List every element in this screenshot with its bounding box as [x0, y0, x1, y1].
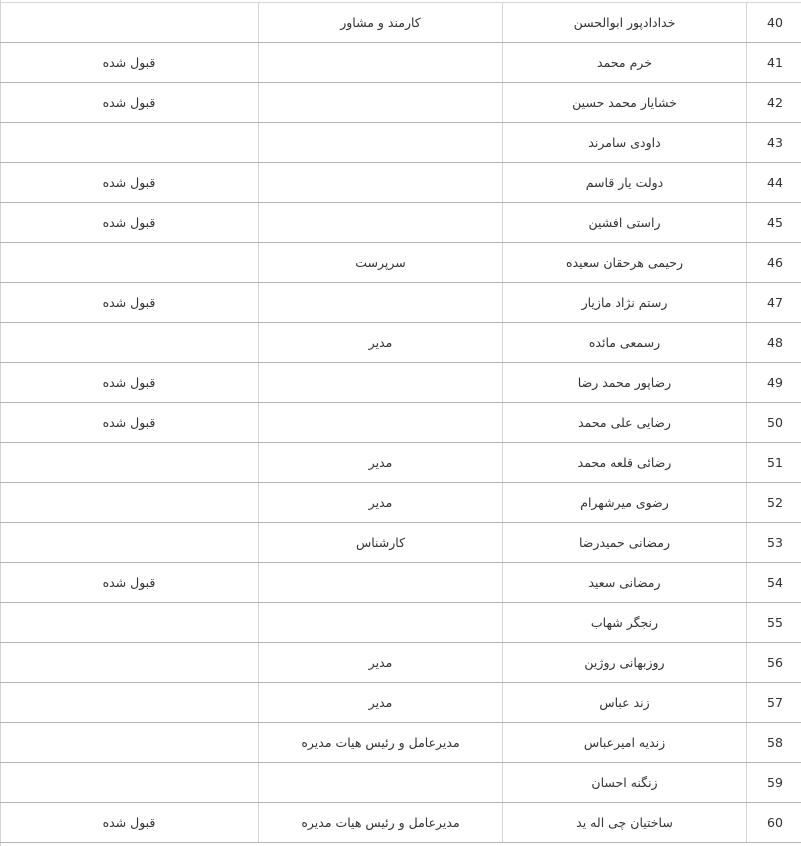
table-row	[0, 243, 801, 283]
row-number-cell: 46	[747, 243, 801, 283]
table-row	[0, 3, 801, 43]
name-cell: خرم محمد	[503, 43, 747, 83]
table-row	[0, 483, 801, 523]
role-cell	[259, 403, 503, 443]
name-cell: رضائی قلعه محمد	[503, 443, 747, 483]
role-cell	[259, 43, 503, 83]
row-number-cell: 56	[747, 643, 801, 683]
role-cell: مدیرعامل و رئیس هیات مدیره	[259, 803, 503, 843]
table-row	[0, 723, 801, 763]
name-cell: زندیه امیرعباس	[503, 723, 747, 763]
role-cell	[259, 163, 503, 203]
name-cell: رضایی علی محمد	[503, 403, 747, 443]
table-row	[0, 643, 801, 683]
row-number-cell: 59	[747, 763, 801, 803]
role-cell: مدیر	[259, 643, 503, 683]
role-cell: کارمند و مشاور	[259, 3, 503, 43]
role-cell	[259, 563, 503, 603]
row-number-cell: 44	[747, 163, 801, 203]
name-cell: خدادادپور ابوالحسن	[503, 3, 747, 43]
roster-table	[0, 2, 801, 843]
table-row	[0, 203, 801, 243]
status-cell	[0, 603, 259, 643]
row-number-cell: 57	[747, 683, 801, 723]
status-cell: قبول شده	[0, 363, 259, 403]
row-number-cell: 60	[747, 803, 801, 843]
status-cell: قبول شده	[0, 283, 259, 323]
table-row	[0, 43, 801, 83]
role-cell	[259, 123, 503, 163]
row-number-cell: 47	[747, 283, 801, 323]
name-cell: رضوی میرشهرام	[503, 483, 747, 523]
role-cell	[259, 763, 503, 803]
row-number-cell: 54	[747, 563, 801, 603]
row-number-cell: 58	[747, 723, 801, 763]
table-row	[0, 83, 801, 123]
name-cell: ساختیان چی اله ید	[503, 803, 747, 843]
table-row	[0, 283, 801, 323]
status-cell: قبول شده	[0, 43, 259, 83]
name-cell: رمضانی سعید	[503, 563, 747, 603]
table-row	[0, 123, 801, 163]
row-number-cell: 50	[747, 403, 801, 443]
row-number-cell: 52	[747, 483, 801, 523]
table-row	[0, 763, 801, 803]
status-cell	[0, 323, 259, 363]
name-cell: داودی سامرند	[503, 123, 747, 163]
name-cell: رمضانی حمیدرضا	[503, 523, 747, 563]
status-cell: قبول شده	[0, 83, 259, 123]
table-row	[0, 443, 801, 483]
name-cell: رنجگر شهاب	[503, 603, 747, 643]
table-row	[0, 523, 801, 563]
name-cell: رستم نژاد مازیار	[503, 283, 747, 323]
status-cell	[0, 483, 259, 523]
row-number-cell: 40	[747, 3, 801, 43]
name-cell: زنگنه احسان	[503, 763, 747, 803]
role-cell	[259, 603, 503, 643]
status-cell	[0, 123, 259, 163]
table-row	[0, 563, 801, 603]
row-number-cell: 45	[747, 203, 801, 243]
row-number-cell: 49	[747, 363, 801, 403]
name-cell: راستی افشین	[503, 203, 747, 243]
status-cell	[0, 763, 259, 803]
status-cell	[0, 3, 259, 43]
roster-table-body	[0, 3, 801, 843]
status-cell	[0, 643, 259, 683]
status-cell	[0, 723, 259, 763]
status-cell: قبول شده	[0, 563, 259, 603]
row-number-cell: 55	[747, 603, 801, 643]
role-cell	[259, 83, 503, 123]
name-cell: رحیمی هرحقان سعیده	[503, 243, 747, 283]
table-row	[0, 323, 801, 363]
status-cell	[0, 523, 259, 563]
status-cell	[0, 443, 259, 483]
role-cell: مدیر	[259, 443, 503, 483]
status-cell: قبول شده	[0, 203, 259, 243]
role-cell: مدیر	[259, 683, 503, 723]
name-cell: زند عباس	[503, 683, 747, 723]
status-cell: قبول شده	[0, 163, 259, 203]
status-cell	[0, 683, 259, 723]
status-cell	[0, 243, 259, 283]
row-number-cell: 53	[747, 523, 801, 563]
row-number-cell: 42	[747, 83, 801, 123]
name-cell: روزبهانی روژین	[503, 643, 747, 683]
status-cell: قبول شده	[0, 803, 259, 843]
row-number-cell: 48	[747, 323, 801, 363]
table-row	[0, 603, 801, 643]
role-cell: سرپرست	[259, 243, 503, 283]
status-cell: قبول شده	[0, 403, 259, 443]
role-cell	[259, 363, 503, 403]
role-cell: مدیر	[259, 323, 503, 363]
table-row	[0, 403, 801, 443]
name-cell: دولت یار قاسم	[503, 163, 747, 203]
role-cell: مدیرعامل و رئیس هیات مدیره	[259, 723, 503, 763]
table-row	[0, 683, 801, 723]
table-row	[0, 803, 801, 843]
role-cell	[259, 283, 503, 323]
role-cell	[259, 203, 503, 243]
role-cell: کارشناس	[259, 523, 503, 563]
row-number-cell: 41	[747, 43, 801, 83]
name-cell: رسمعی مائده	[503, 323, 747, 363]
name-cell: خشایار محمد حسین	[503, 83, 747, 123]
table-row	[0, 163, 801, 203]
role-cell: مدیر	[259, 483, 503, 523]
row-number-cell: 51	[747, 443, 801, 483]
table-row	[0, 363, 801, 403]
row-number-cell: 43	[747, 123, 801, 163]
name-cell: رضاپور محمد رضا	[503, 363, 747, 403]
